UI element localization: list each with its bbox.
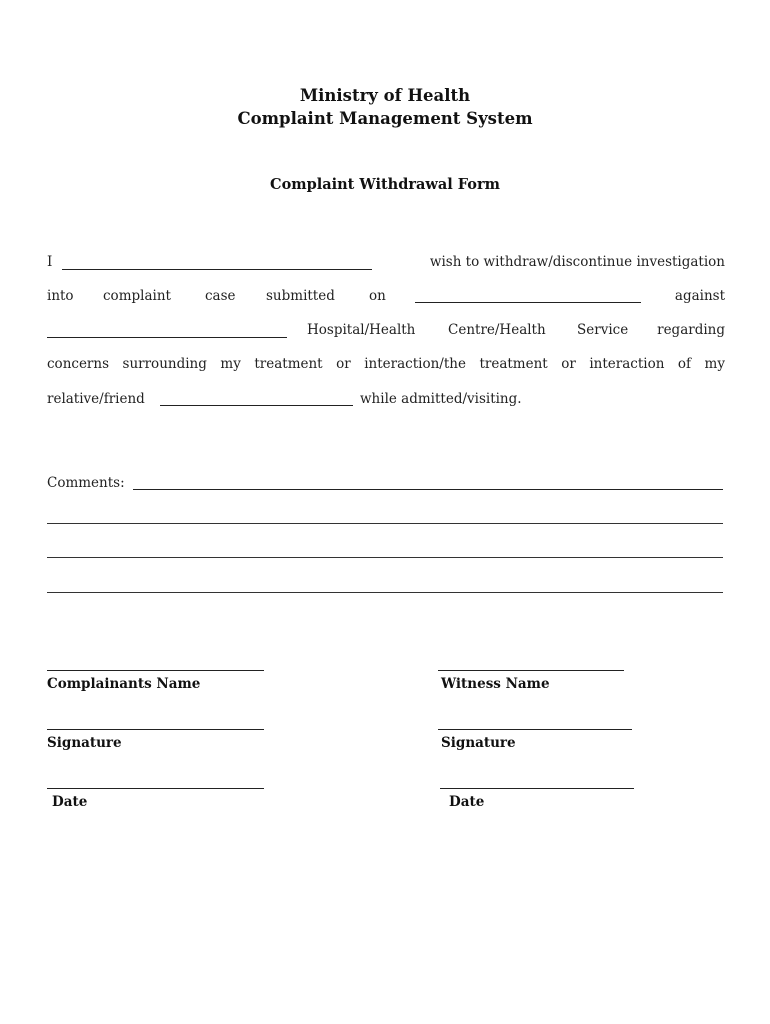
- complainant-date-label: Date: [52, 794, 88, 810]
- comments-line-1[interactable]: [133, 489, 723, 490]
- statement-line-5: [47, 391, 725, 411]
- facility-name-blank[interactable]: [47, 337, 287, 338]
- comments-line-4[interactable]: [47, 592, 723, 593]
- submission-date-blank[interactable]: [415, 302, 641, 303]
- witness-date-label: Date: [449, 794, 485, 810]
- statement-withdraw-text: wish to withdraw/discontinue investigation: [429, 254, 725, 270]
- word-centre-health: Centre/Health: [448, 322, 546, 338]
- statement-admitted-text: while admitted/visiting.: [360, 391, 522, 407]
- witness-signature-line[interactable]: [438, 729, 632, 730]
- witness-name-line[interactable]: [438, 670, 624, 671]
- ministry-title: Ministry of Health: [299, 86, 471, 105]
- statement-line-1: [47, 254, 725, 274]
- statement-line-3: [47, 322, 725, 342]
- statement-line-4: [47, 356, 725, 376]
- witness-date-line[interactable]: [440, 788, 634, 789]
- comments-line-2[interactable]: [47, 523, 723, 524]
- comments-line-3[interactable]: [47, 557, 723, 558]
- complainant-signature-label: Signature: [47, 735, 122, 751]
- form-title: Complaint Withdrawal Form: [270, 176, 500, 193]
- complainant-name-label: Complainants Name: [47, 676, 201, 692]
- comments-label: Comments:: [47, 475, 125, 491]
- statement-line-2: [47, 288, 725, 308]
- complainant-name-blank[interactable]: [62, 269, 372, 270]
- word-into: into: [47, 288, 74, 304]
- word-service: Service: [577, 322, 629, 338]
- word-relative-friend: relative/friend: [47, 391, 145, 407]
- witness-name-label: Witness Name: [441, 676, 550, 692]
- relative-name-blank[interactable]: [160, 405, 353, 406]
- complainant-date-line[interactable]: [47, 788, 264, 789]
- statement-i: I: [47, 254, 53, 270]
- comments-row: [47, 475, 725, 495]
- word-hospital-health: Hospital/Health: [307, 322, 416, 338]
- complainant-name-line[interactable]: [47, 670, 264, 671]
- complainant-signature-line[interactable]: [47, 729, 264, 730]
- statement-concerns-text: concerns surrounding my treatment or interaction/the treatment or interaction of my: [47, 356, 725, 372]
- word-regarding: regarding: [657, 322, 725, 338]
- word-case: case: [205, 288, 236, 304]
- word-submitted: submitted: [266, 288, 335, 304]
- witness-signature-label: Signature: [441, 735, 516, 751]
- word-against: against: [674, 288, 725, 304]
- system-title: Complaint Management System: [237, 109, 533, 128]
- word-complaint: complaint: [103, 288, 171, 304]
- word-on: on: [369, 288, 386, 304]
